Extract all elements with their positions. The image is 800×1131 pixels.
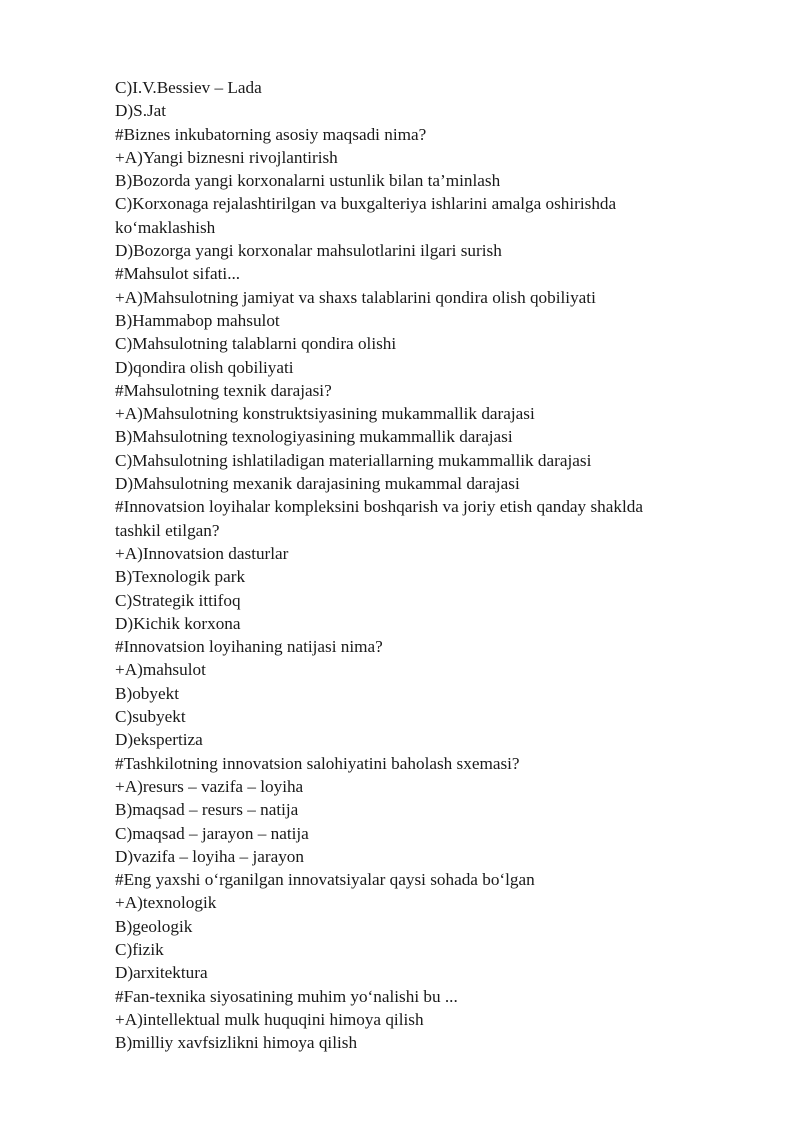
answer-line: D)Mahsulotning mexanik darajasining mukammal darajasi	[115, 474, 520, 494]
answer-line: D)vazifa – loyiha – jarayon	[115, 846, 304, 866]
answer-line: C)subyekt	[115, 707, 186, 727]
question-line: #Mahsulotning texnik darajasi?	[115, 380, 332, 400]
answer-line: D)ekspertiza	[115, 730, 203, 750]
question-line: #Fan-texnika siyosatining muhim yo‘nalishi bu ...	[115, 986, 458, 1006]
answer-line: D)Kichik korxona	[115, 613, 241, 633]
question-line: #Eng yaxshi o‘rganilgan innovatsiyalar qaysi sohada bo‘lgan	[115, 870, 535, 890]
question-line: #Tashkilotning innovatsion salohiyatini baholash sxemasi?	[115, 753, 520, 773]
answer-line: +A)Mahsulotning konstruktsiyasining mukammallik darajasi	[115, 404, 535, 424]
question-line: tashkil etilgan?	[115, 520, 220, 540]
answer-line: +A)mahsulot	[115, 660, 206, 680]
answer-line: ko‘maklashish	[115, 217, 216, 237]
answer-line: +A)Yangi biznesni rivojlantirish	[115, 147, 338, 167]
answer-line: D)qondira olish qobiliyati	[115, 357, 294, 377]
answer-line: B)milliy xavfsizlikni himoya qilish	[115, 1033, 358, 1053]
answer-line: +A)intellektual mulk huquqini himoya qilish	[115, 1009, 424, 1029]
answer-line: B)geologik	[115, 916, 193, 936]
answer-line: B)Mahsulotning texnologiyasining mukammallik darajasi	[115, 427, 513, 447]
question-line: #Mahsulot sifati...	[115, 264, 241, 284]
answer-line: +A)texnologik	[115, 893, 217, 913]
question-line: #Innovatsion loyihalar kompleksini boshqarish va joriy etish qanday shaklda	[115, 497, 643, 517]
question-line: #Innovatsion loyihaning natijasi nima?	[115, 637, 383, 657]
answer-line: B)obyekt	[115, 683, 179, 703]
text-line: D)S.Jat	[115, 101, 167, 121]
answer-line: C)Strategik ittifoq	[115, 590, 241, 610]
document-text	[115, 76, 715, 1054]
answer-line: C)fizik	[115, 939, 164, 959]
answer-line: C)Mahsulotning talablarni qondira olishi	[115, 334, 397, 354]
text-line: C)I.V.Bessiev – Lada	[115, 78, 262, 97]
answer-line: +A)Mahsulotning jamiyat va shaxs talablarini qondira olish qobiliyati	[115, 287, 596, 307]
answer-line: B)maqsad – resurs – natija	[115, 800, 299, 820]
answer-line: C)Korxonaga rejalashtirilgan va buxgalteriya ishlarini amalga oshirishda	[115, 194, 617, 214]
answer-line: D)Bozorga yangi korxonalar mahsulotlarini ilgari surish	[115, 241, 502, 261]
answer-line: D)arxitektura	[115, 963, 208, 983]
answer-line: +A)Innovatsion dasturlar	[115, 543, 289, 563]
answer-line: C)Mahsulotning ishlatiladigan materiallarning mukammallik darajasi	[115, 450, 592, 470]
answer-line: B)Texnologik park	[115, 567, 246, 587]
answer-line: B)Bozorda yangi korxonalarni ustunlik bilan ta’minlash	[115, 171, 501, 191]
question-line: #Biznes inkubatorning asosiy maqsadi nima?	[115, 124, 427, 144]
answer-line: B)Hammabop mahsulot	[115, 310, 280, 330]
answer-line: +A)resurs – vazifa – loyiha	[115, 776, 304, 796]
answer-line: C)maqsad – jarayon – natija	[115, 823, 309, 843]
